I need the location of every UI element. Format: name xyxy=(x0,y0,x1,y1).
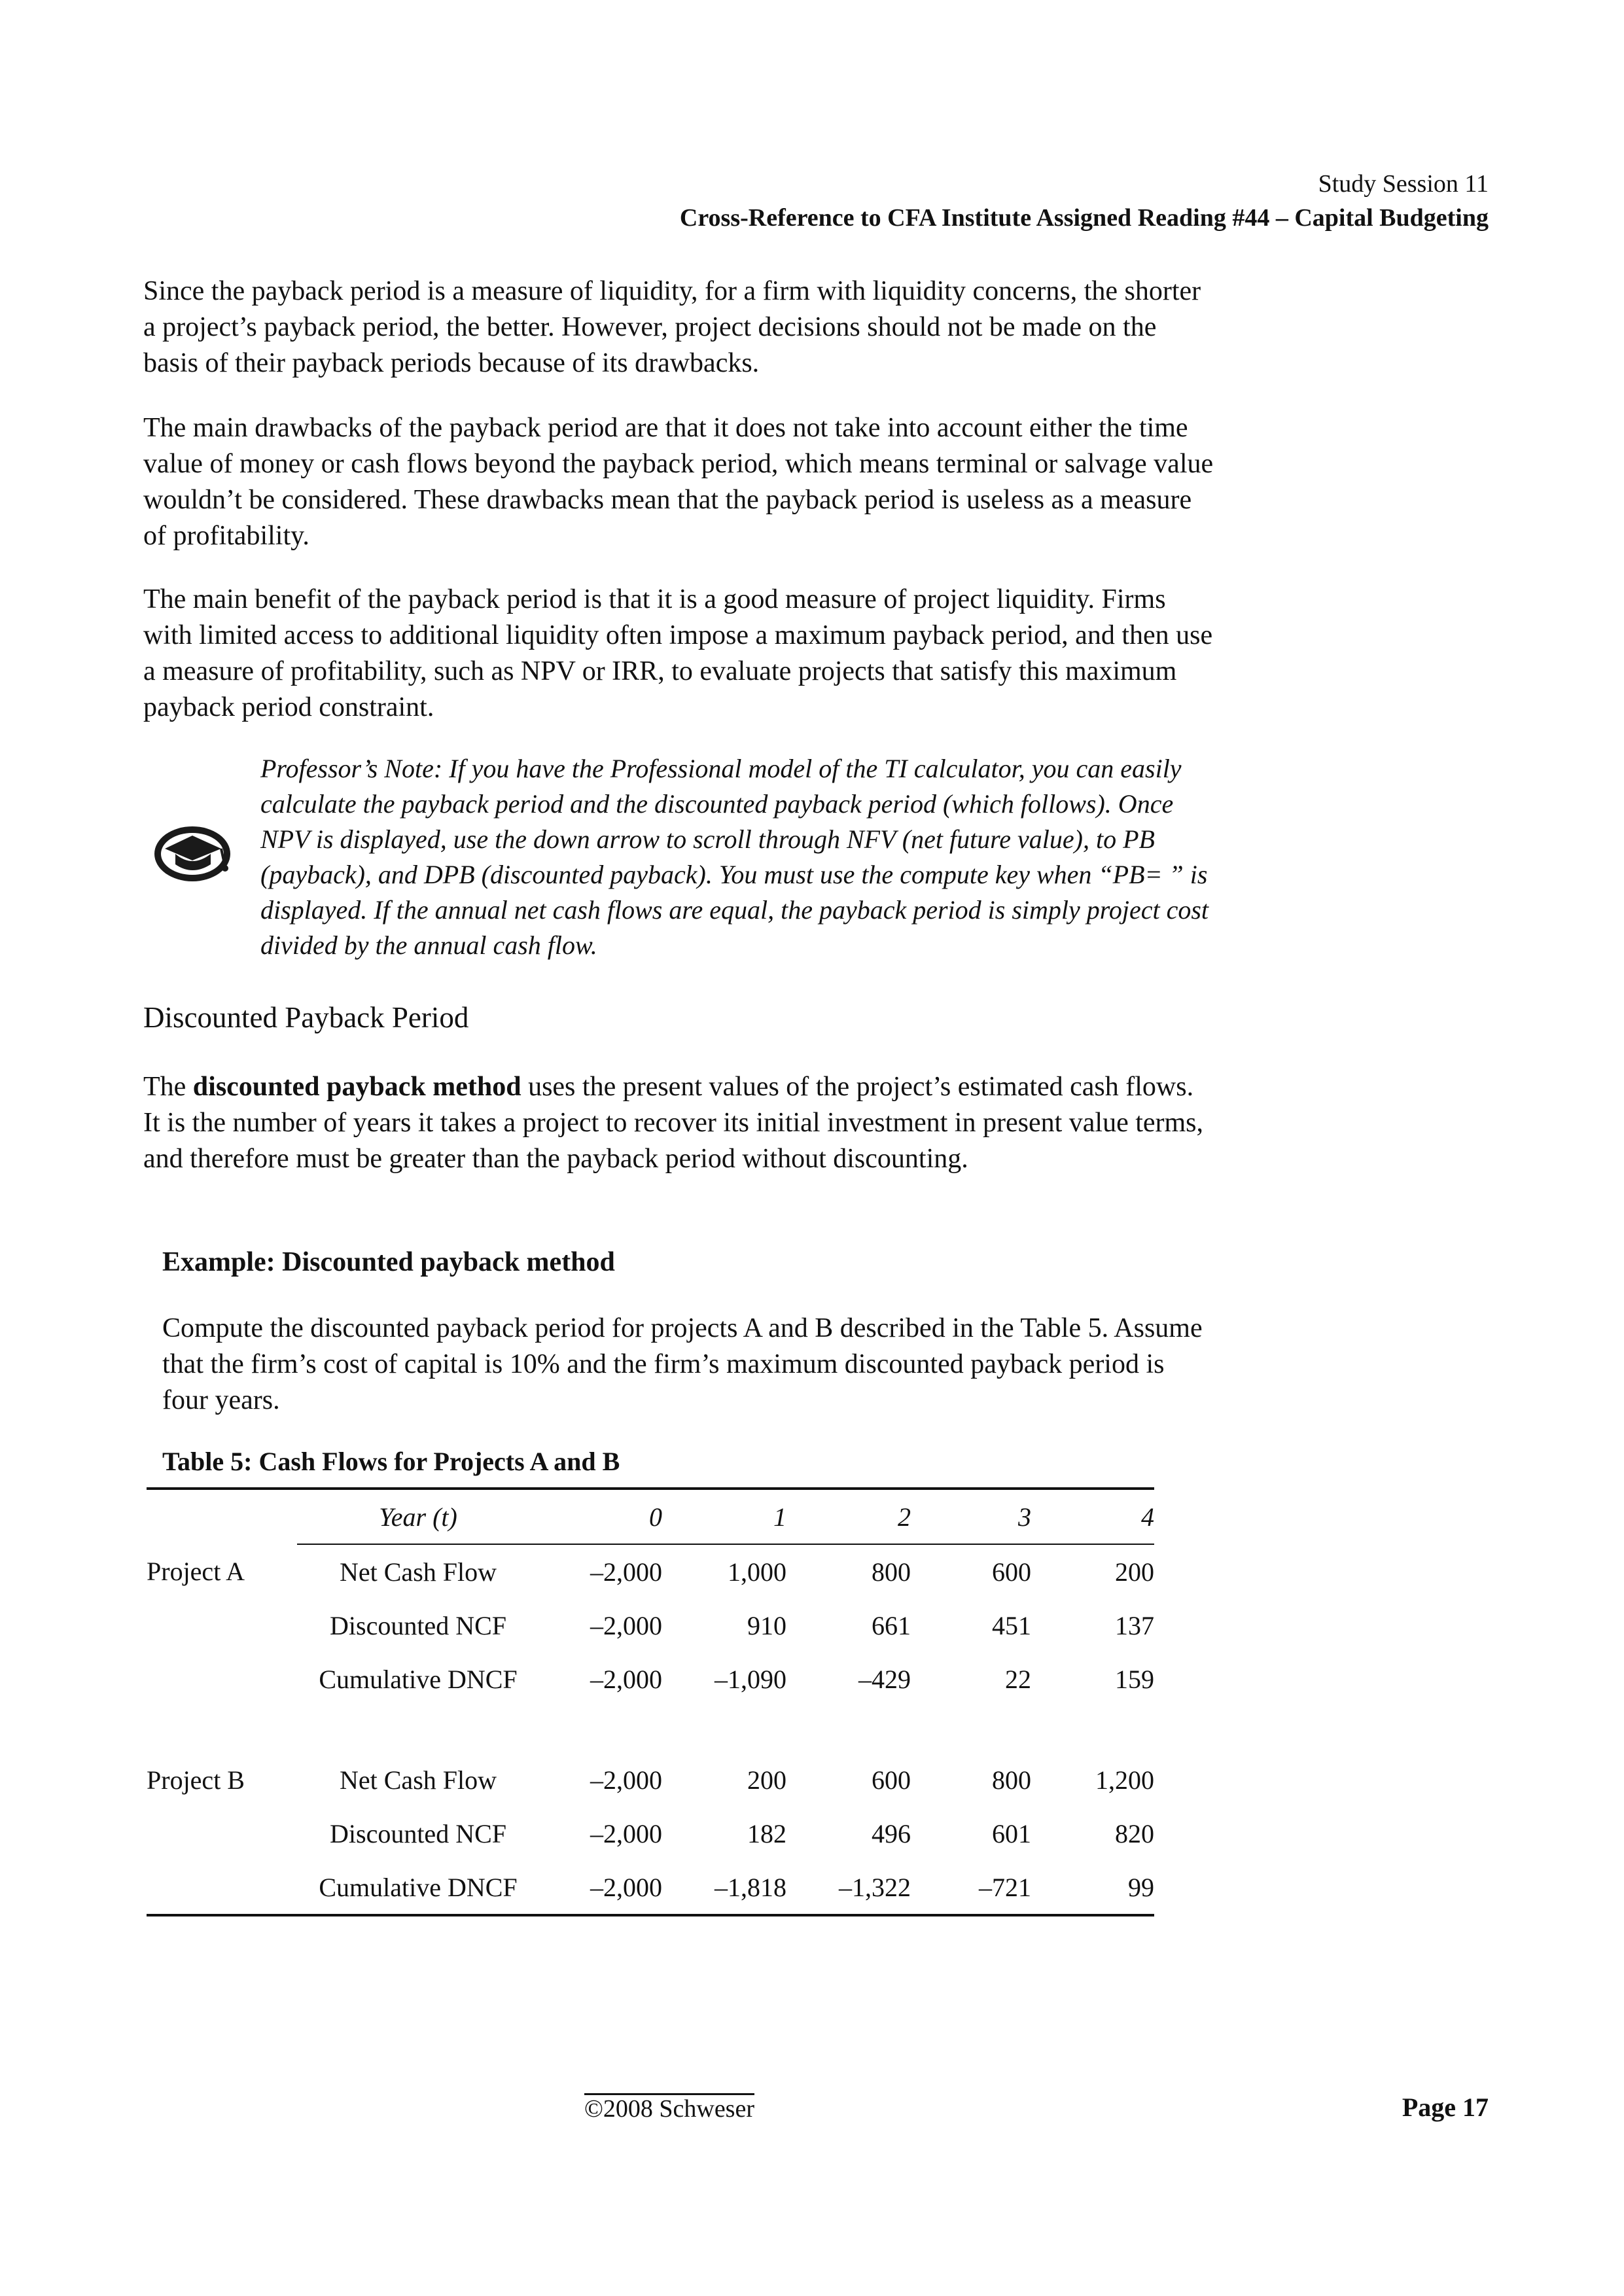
project-name: Project A xyxy=(147,1557,245,1586)
table-cell: 800 xyxy=(992,1765,1031,1795)
study-session-label: Study Session 11 xyxy=(1318,170,1489,198)
year-header: 4 xyxy=(1031,1489,1154,1544)
table-cell: 182 xyxy=(747,1818,786,1848)
table-cell: –2,000 xyxy=(590,1765,662,1795)
table-cell: –429 xyxy=(858,1664,911,1694)
table-cell: 910 xyxy=(747,1610,786,1640)
table-cell: 137 xyxy=(1115,1610,1154,1640)
table-header-row xyxy=(147,1489,1154,1544)
table-cell: –721 xyxy=(911,1860,1031,1915)
table-cell: 661 xyxy=(872,1610,911,1640)
table-cell: –1,818 xyxy=(662,1860,786,1915)
table-cell: 200 xyxy=(1115,1557,1154,1587)
intro-text: The xyxy=(143,1072,193,1102)
paragraph-benefit: The main benefit of the payback period is that it is a good measure of project liquidity. Firms with limited access to additional liquidity often impose a maximum payback period, and then use a measure of profitability, such as NPV or IRR, to evaluate projects that satisfy this maximum payback period constraint. xyxy=(143,584,1213,722)
definition-text: uses the present values of the project’s estimated cash flows. It is the number of years it takes a project to recover its initial investment in present value terms, and therefore must be greater than the payback period without discounting. xyxy=(143,1072,1204,1174)
table-spacer-row xyxy=(147,1706,1154,1753)
table-cell: –2,000 xyxy=(539,1860,662,1915)
paragraph-liquidity: Since the payback period is a measure of liquidity, for a firm with liquidity concerns, the shorter a project’s payback period, the better. However, project decisions should not be made on the basis of their payback periods because of its drawbacks. xyxy=(143,276,1201,378)
year-header: 0 xyxy=(539,1489,662,1544)
page-number: Page 17 xyxy=(1402,2093,1489,2122)
professor-note: Professor’s Note: If you have the Professional model of the TI calculator, you can easily calculate the payback period and the discounted payback period (which follows). Once NPV is displayed, use the down arrow to scroll through NFV (net future value), to PB (payback), and DPB (discounted payback). You must use the compute key when “PB= ” is displayed. If the annual net cash flows are equal, the payback period is simply project cost divided by the annual cash flow. xyxy=(260,754,1209,960)
table-row xyxy=(147,1652,1154,1706)
running-header xyxy=(680,167,1489,235)
paragraph-discounted-payback xyxy=(143,1069,1216,1177)
row-label: Discounted NCF xyxy=(330,1610,506,1640)
paragraph-drawbacks: The main drawbacks of the payback period are that it does not take into account either the time value of money or cash flows beyond the payback period, which means terminal or salvage value wouldn’t be considered. These drawbacks mean that the payback period is useless as a measure of profitability. xyxy=(143,413,1214,551)
year-label: Year (t) xyxy=(297,1489,539,1544)
table-cell: 1,000 xyxy=(728,1557,786,1587)
table-cell: –2,000 xyxy=(590,1557,662,1587)
section-title: Discounted Payback Period xyxy=(143,1001,469,1034)
table-row xyxy=(147,1598,1154,1652)
example-text: Compute the discounted payback period for projects A and B described in the Table 5. Assume that the firm’s cost of capital is 10% and the firm’s maximum discounted payback period is four years. xyxy=(162,1313,1203,1415)
table-cell: 496 xyxy=(872,1818,911,1848)
table-cell: 800 xyxy=(872,1557,911,1587)
year-header: 1 xyxy=(662,1489,786,1544)
table-cell: –2,000 xyxy=(590,1664,662,1694)
year-header: 2 xyxy=(786,1489,911,1544)
table-cell: –2,000 xyxy=(590,1818,662,1848)
row-label: Cumulative DNCF xyxy=(319,1664,518,1694)
defined-term: discounted payback method xyxy=(192,1072,521,1102)
cash-flow-table xyxy=(147,1487,1154,1916)
table-cell: 159 xyxy=(1115,1664,1154,1694)
table-row xyxy=(147,1753,1154,1807)
table-row xyxy=(147,1544,1154,1598)
table-cell: –1,322 xyxy=(786,1860,911,1915)
table-cell: 1,200 xyxy=(1095,1765,1154,1795)
year-header: 3 xyxy=(911,1489,1031,1544)
table-row xyxy=(147,1807,1154,1860)
professor-mortarboard-icon xyxy=(152,821,237,884)
project-name: Project B xyxy=(147,1765,245,1795)
copyright-footer: ©2008 Schweser xyxy=(584,2095,754,2123)
table-cell: 200 xyxy=(747,1765,786,1795)
row-label: Net Cash Flow xyxy=(340,1765,497,1795)
table-caption: Table 5: Cash Flows for Projects A and B xyxy=(162,1447,620,1476)
table-cell: –2,000 xyxy=(590,1610,662,1640)
table-cell: 600 xyxy=(992,1557,1031,1587)
row-label: Cumulative DNCF xyxy=(297,1860,539,1915)
cross-reference-label: Cross-Reference to CFA Institute Assigned Reading #44 – Capital Budgeting xyxy=(679,204,1489,232)
example-title: Example: Discounted payback method xyxy=(162,1247,615,1277)
table-cell: 451 xyxy=(992,1610,1031,1640)
table-cell: 22 xyxy=(1005,1664,1031,1694)
table-cell: 601 xyxy=(992,1818,1031,1848)
row-label: Net Cash Flow xyxy=(340,1557,497,1587)
row-label: Discounted NCF xyxy=(330,1818,506,1848)
table-cell: –1,090 xyxy=(715,1664,786,1694)
table-cell: 820 xyxy=(1115,1818,1154,1848)
table-row xyxy=(147,1860,1154,1915)
table-cell: 99 xyxy=(1031,1860,1154,1915)
table-cell: 600 xyxy=(872,1765,911,1795)
